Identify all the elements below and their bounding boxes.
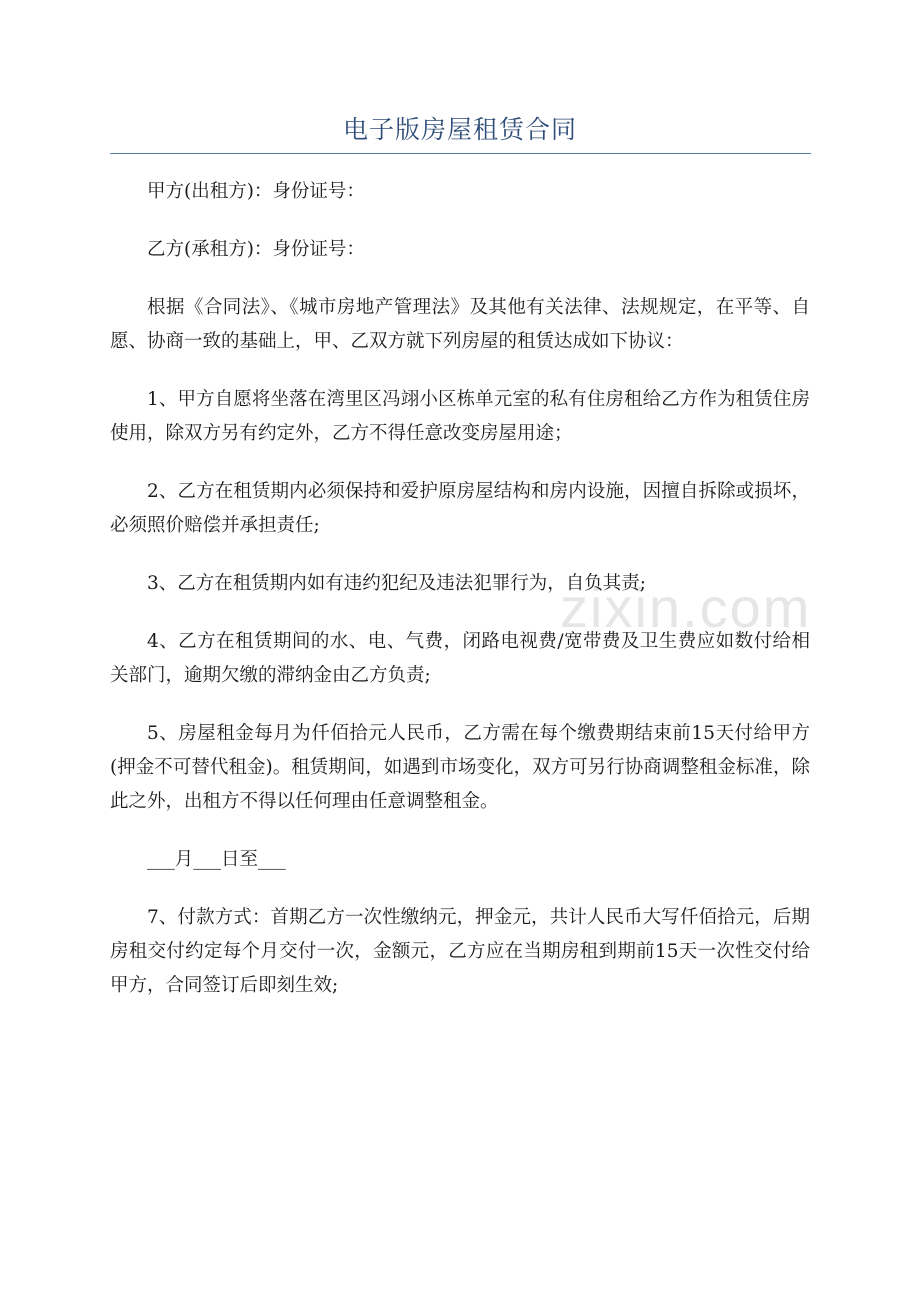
document-body (110, 175, 810, 1027)
title-divider (110, 153, 811, 154)
watermark: zixin.com (560, 576, 812, 639)
document-title: 电子版房屋租赁合同 (342, 115, 577, 144)
clause-3: 3、乙方在租赁期内如有违约犯纪及违法犯罪行为，自负其责; (147, 573, 647, 594)
clause-5: 5、房屋租金每月为仟佰拾元人民币，乙方需在每个缴费期结束前15天付给甲方(押金不可替代租金)。租赁期间，如遇到市场变化，双方可另行协商调整租金标准，除此之外，出租方不得以任何理由任意调整租金。 (110, 723, 810, 812)
party-a-line: 甲方(出租方)：身份证号： (147, 181, 365, 202)
clause-1: 1、甲方自愿将坐落在湾里区冯翊小区栋单元室的私有住房租给乙方作为租赁住房使用，除双方另有约定外，乙方不得任意改变房屋用途； (110, 389, 810, 444)
clause-2: 2、乙方在租赁期内必须保持和爱护原房屋结构和房内设施，因擅自拆除或损坏，必须照价赔偿并承担责任; (110, 481, 810, 536)
preamble-paragraph: 根据《合同法》、《城市房地产管理法》及其他有关法律、法规规定，在平等、自愿、协商一致的基础上，甲、乙双方就下列房屋的租赁达成如下协议： (110, 297, 810, 352)
clause-7: 7、付款方式：首期乙方一次性缴纳元，押金元，共计人民币大写仟佰拾元，后期房租交付约定每个月交付一次，金额元，乙方应在当期房租到期前15天一次性交付给甲方，合同签订后即刻生效; (110, 907, 810, 996)
date-range-line: ___月___日至___ (147, 849, 286, 870)
party-b-line: 乙方(承租方)：身份证号： (147, 239, 365, 260)
clause-4: 4、乙方在租赁期间的水、电、气费，闭路电视费/宽带费及卫生费应如数付给相关部门，逾期欠缴的滞纳金由乙方负责; (110, 631, 810, 686)
